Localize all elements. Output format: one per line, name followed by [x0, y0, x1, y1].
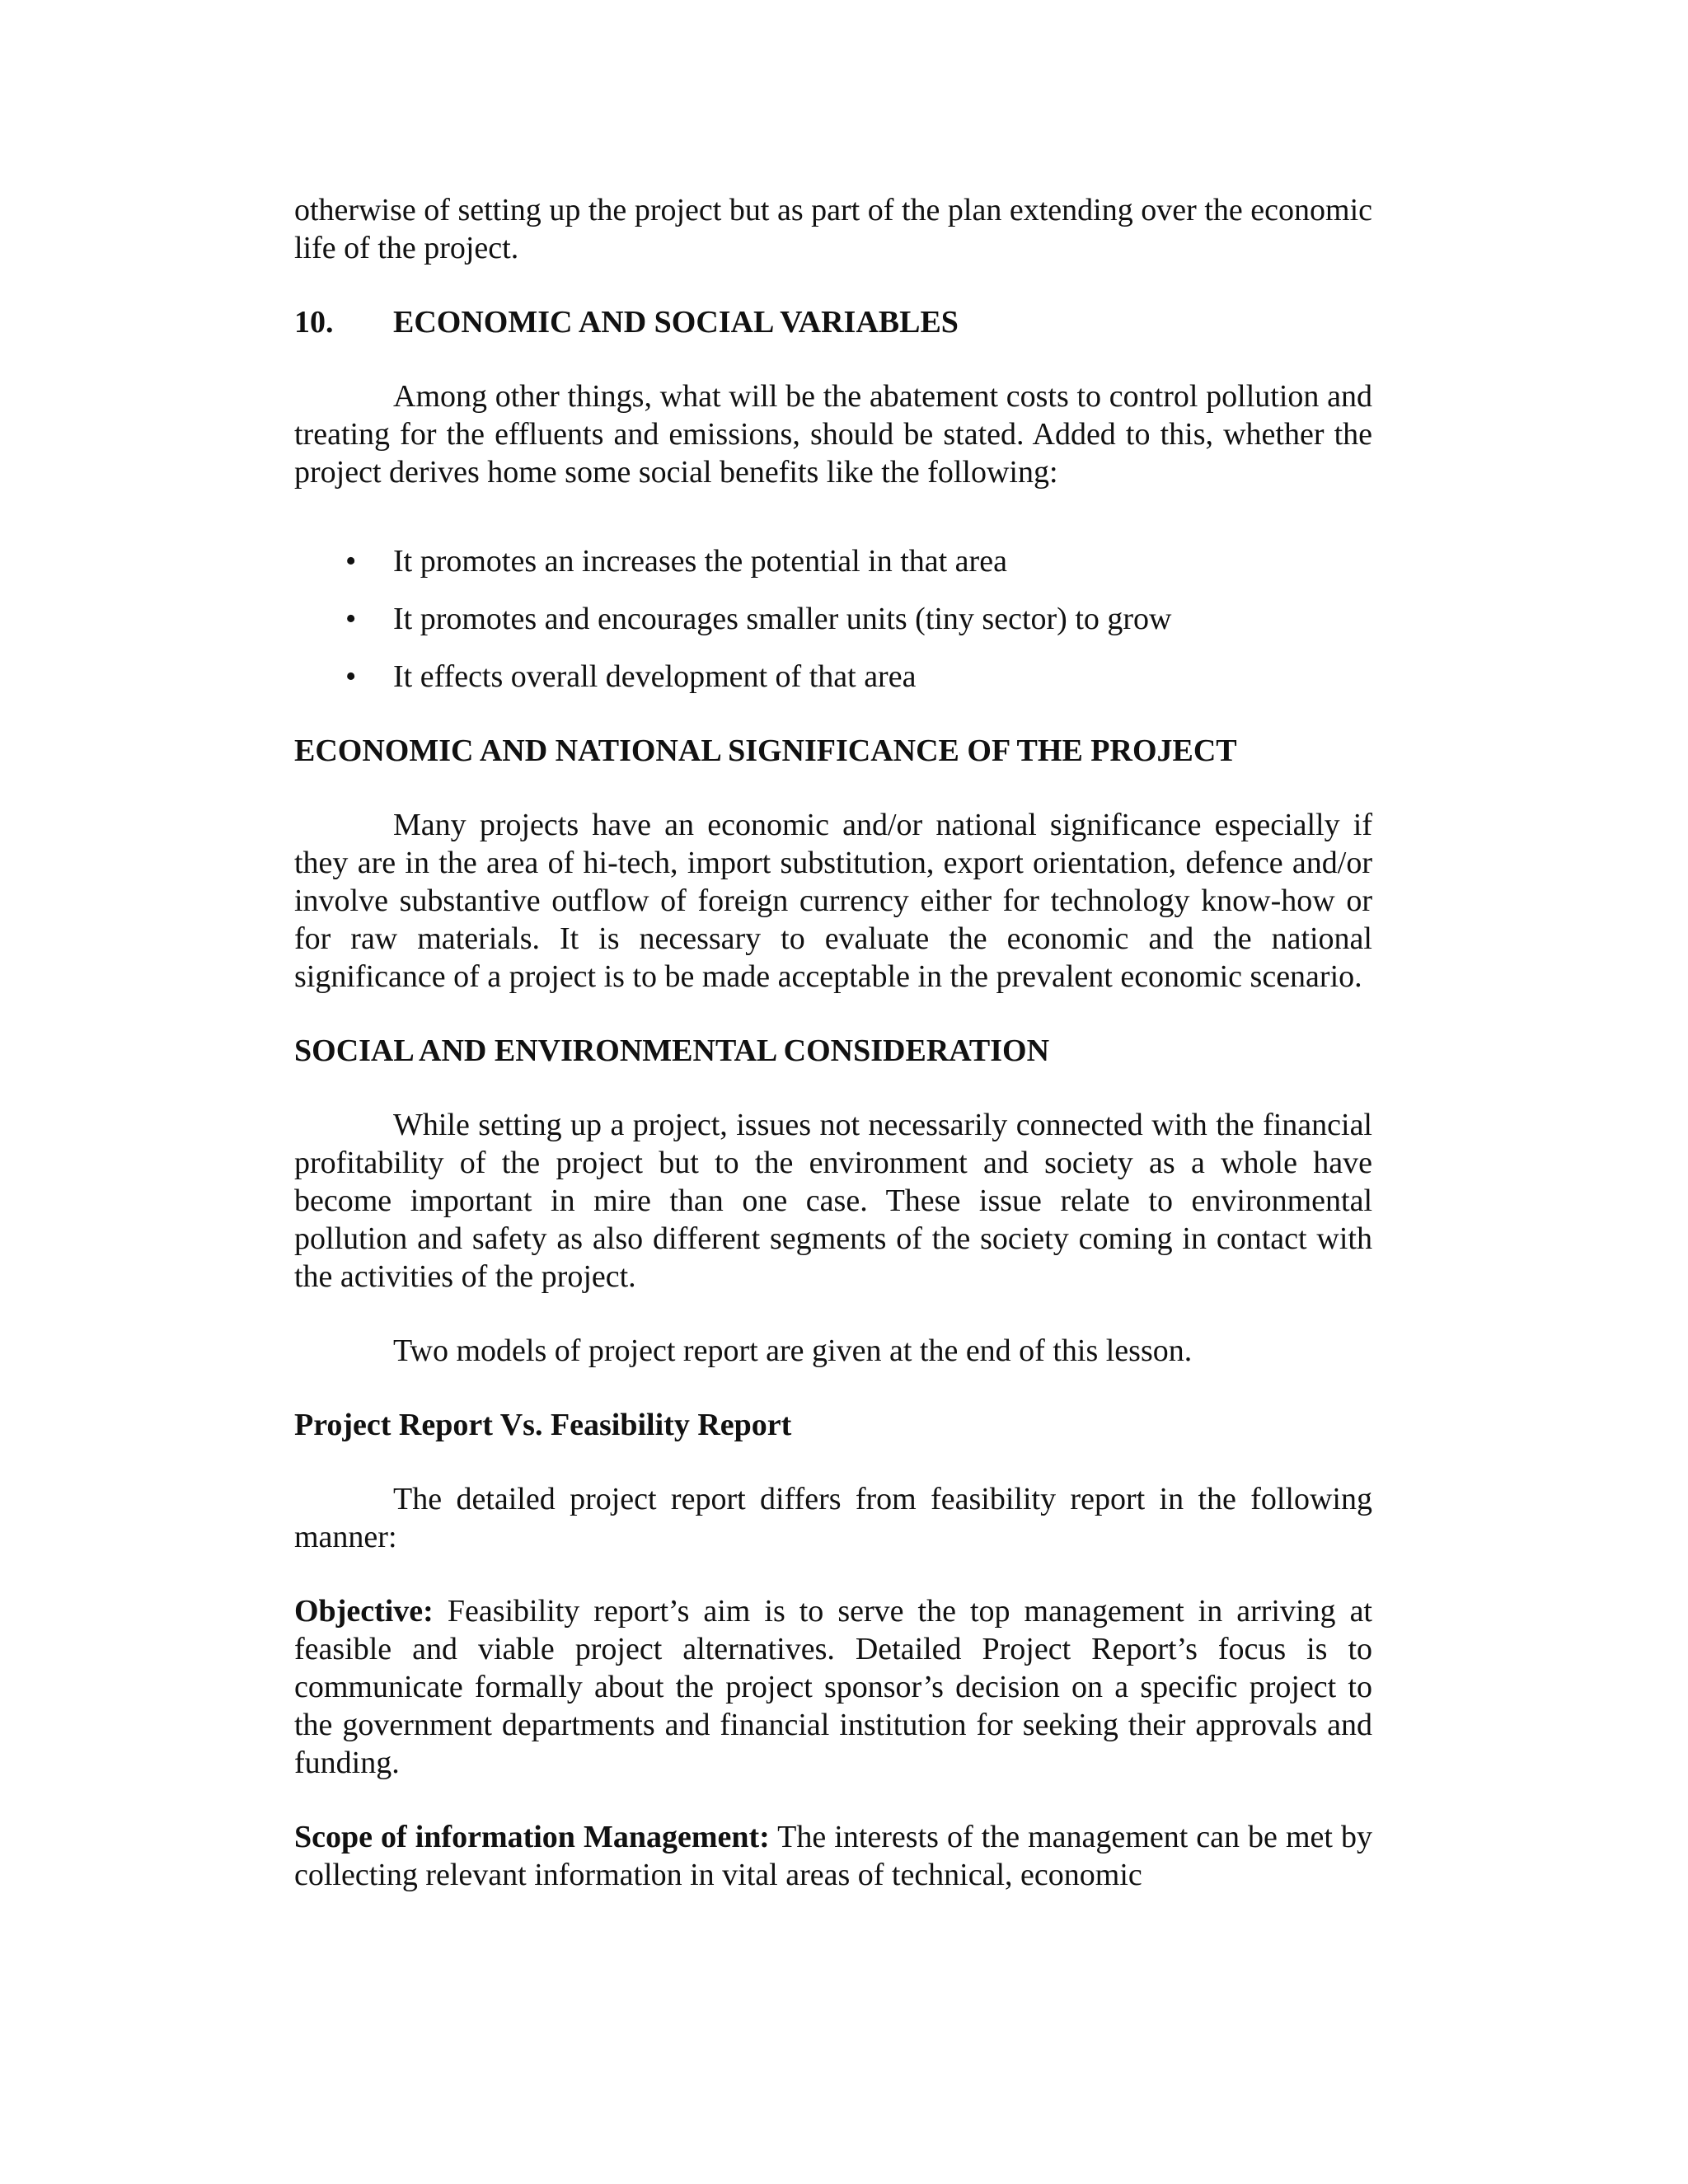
report-comparison-heading: Project Report Vs. Feasibility Report — [294, 1408, 792, 1442]
bullet-icon: • — [345, 659, 357, 694]
scope-text: The interests of the management can be met by collecting relevant information in vital areas of technical, economic — [294, 1820, 1372, 1892]
social-environmental-body: While setting up a project, issues not necessarily connected with the financial profitability of the project but to the environment and society as a whole have become important in mire than one case. These issue relate to environmental pollution and safety as also different segments of the society coming in contact with the activities of the project. — [294, 1108, 1372, 1294]
objective-label: Objective: — [294, 1594, 434, 1629]
section-10-heading — [294, 303, 1372, 341]
social-environmental-heading: SOCIAL AND ENVIRONMENTAL CONSIDERATION — [294, 1033, 1050, 1068]
page-content — [294, 191, 1372, 1894]
list-item — [294, 658, 1372, 696]
section-10-body: Among other things, what will be the abatement costs to control pollution and treating for the effluents and emissions, should be stated. Added to this, whether the project derives home some social benefits like the following: — [294, 379, 1372, 490]
benefits-list — [294, 542, 1372, 696]
bullet-icon: • — [345, 544, 357, 579]
bullet-icon: • — [345, 602, 357, 636]
continuation-paragraph: otherwise of setting up the project but as part of the plan extending over the economic life of the project. — [294, 193, 1372, 265]
section-number: 10. — [294, 305, 334, 340]
list-item-text: It effects overall development of that area — [393, 659, 917, 694]
list-item-text: It promotes and encourages smaller units (tiny sector) to grow — [393, 602, 1172, 636]
scope-label: Scope of information Management: — [294, 1820, 770, 1854]
section-title: ECONOMIC AND SOCIAL VARIABLES — [393, 305, 959, 340]
objective-paragraph — [294, 1592, 1372, 1782]
objective-text: Feasibility report’s aim is to serve the top management in arriving at feasible and viable project alternatives. Detailed Project Report’s focus is to communicate formally about the project sponsor’s decision on a specific project to the government departments and financial institution for seeking their approvals and funding. — [294, 1594, 1372, 1780]
list-item — [294, 542, 1372, 580]
report-comparison-intro: The detailed project report differs from feasibility report in the following manner: — [294, 1482, 1372, 1554]
list-item-text: It promotes an increases the potential in that area — [393, 544, 1007, 579]
scope-paragraph — [294, 1818, 1372, 1894]
economic-significance-heading: ECONOMIC AND NATIONAL SIGNIFICANCE OF THE PROJECT — [294, 733, 1237, 768]
list-item — [294, 600, 1372, 638]
economic-significance-body: Many projects have an economic and/or national significance especially if they are in the area of hi-tech, import substitution, export orientation, defence and/or involve substantive outflow of foreign currency either for technology know-how or for raw materials. It is necessary to evaluate the economic and the national significance of a project is to be made acceptable in the prevalent economic scenario. — [294, 808, 1372, 994]
project-models-note: Two models of project report are given at the end of this lesson. — [393, 1333, 1193, 1368]
